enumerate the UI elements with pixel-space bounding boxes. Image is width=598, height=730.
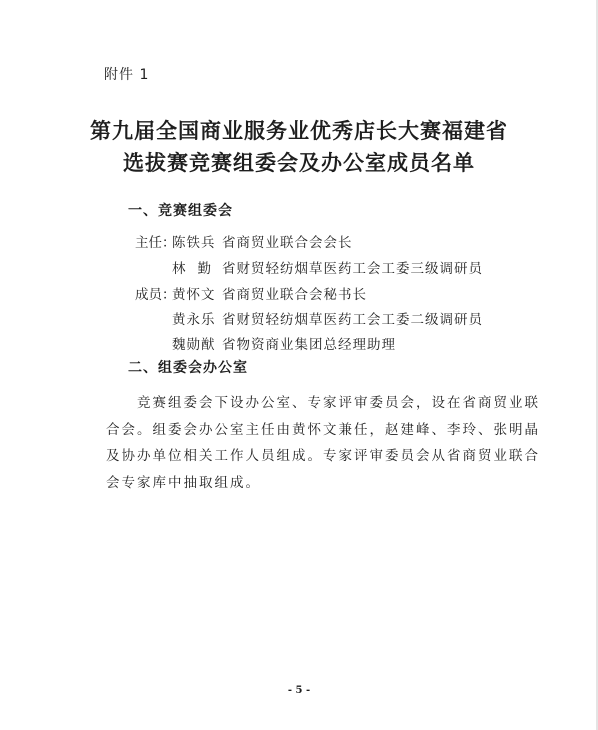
section-heading-committee: 一、竞赛组委会 [128,203,233,219]
document-title-line-2: 选拔赛竞赛组委会及办公室成员名单 [123,151,475,175]
member-name: 陈铁兵 [172,235,216,251]
attachment-label: 附件 1 [104,67,150,83]
document-title-line-1: 第九届全国商业服务业优秀店长大赛福建省 [90,119,508,143]
member-post: 省财贸轻纺烟草医药工会工委二级调研员 [222,312,483,328]
paragraph-line: 合会。组委会办公室主任由黄怀文兼任，赵建峰、李玲、张明晶 [106,421,540,438]
member-post: 省商贸业联合会会长 [222,235,353,251]
member-row [135,231,353,251]
section-heading-office: 二、组委会办公室 [128,360,248,376]
member-role: 主任： [135,235,176,251]
paragraph-line: 会专家库中抽取组成。 [106,474,261,491]
paragraph-line: 竞赛组委会下设办公室、专家评审委员会，设在省商贸业联 [106,395,540,411]
member-role: 成员： [135,287,176,303]
member-post: 省商贸业联合会秘书长 [222,287,367,303]
member-row [135,257,483,277]
office-paragraph [106,390,540,496]
member-post: 省物资商业集团总经理助理 [222,337,396,353]
member-post: 省财贸轻纺烟草医药工会工委三级调研员 [222,261,483,277]
member-name: 林勤 [172,261,223,277]
member-name: 黄怀文 [172,287,216,303]
member-name: 魏勋猷 [172,337,216,353]
member-row [135,333,396,353]
member-name: 黄永乐 [172,312,216,328]
page-number: - 5 - [287,685,311,696]
paragraph-line: 及协办单位相关工作人员组成。专家评审委员会从省商贸业联合 [106,448,540,464]
member-row [135,308,483,328]
member-row [135,283,367,303]
